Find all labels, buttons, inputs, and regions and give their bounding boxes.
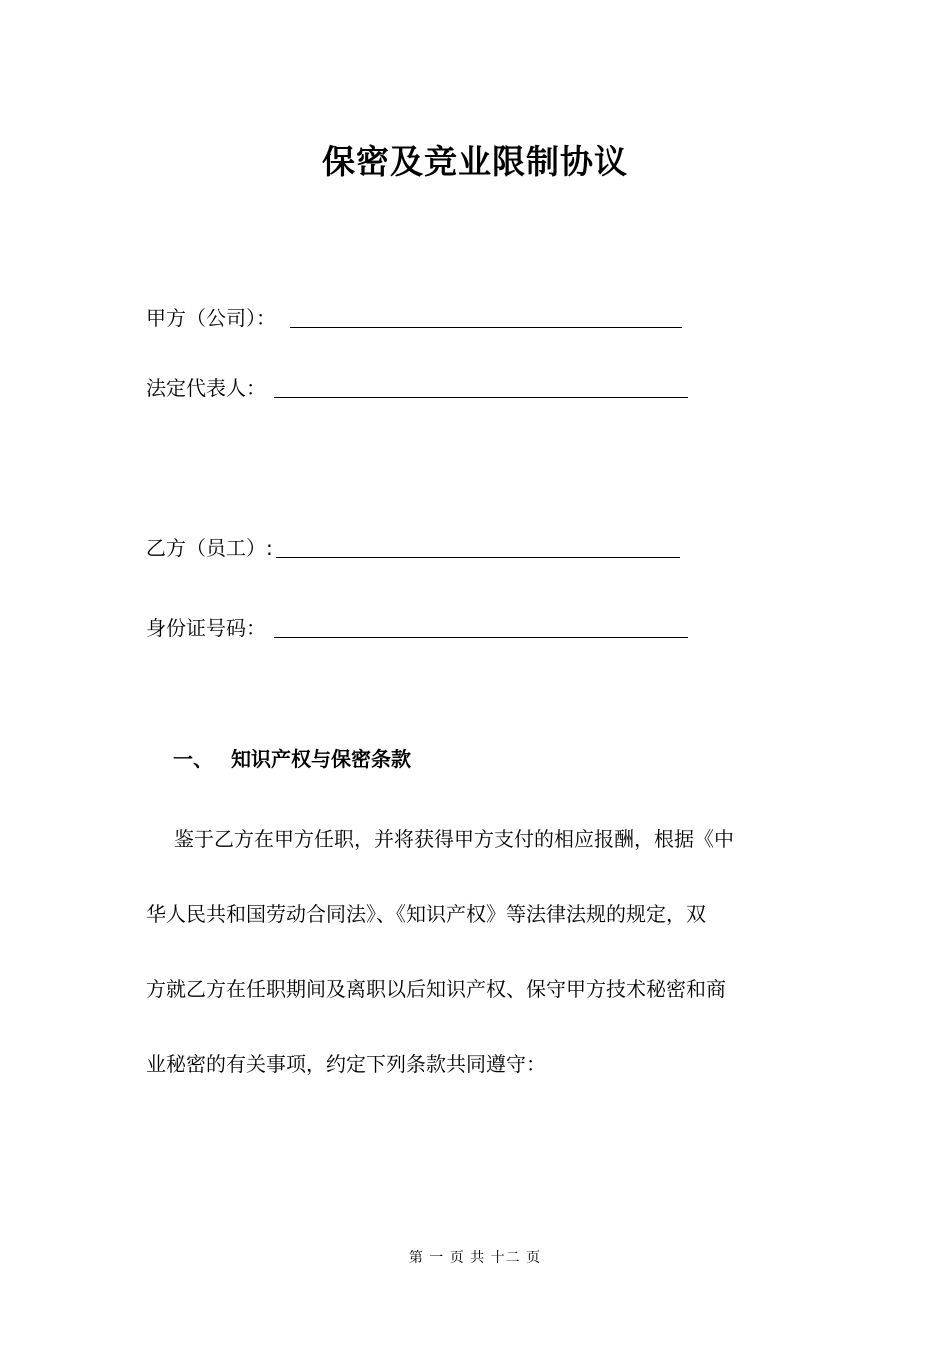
id-number-field [146, 610, 688, 640]
party-b-employee-field [146, 530, 680, 560]
party-a-company-label: 甲方（公司）： [146, 306, 276, 330]
section-heading [173, 744, 411, 774]
legal-representative-blank [274, 375, 688, 398]
party-a-company-blank [290, 305, 682, 328]
paragraph-line: 业秘密的有关事项，约定下列条款共同遵守： [146, 1052, 546, 1076]
party-b-employee-label: 乙方（员工）: [146, 536, 273, 560]
id-number-blank [274, 615, 688, 638]
page-footer: 第 一 页 共 十二 页 [408, 1250, 542, 1266]
paragraph-line: 鉴于乙方在甲方任职，并将获得甲方支付的相应报酬，根据《中 [174, 827, 734, 851]
paragraph-line: 方就乙方在任职期间及离职以后知识产权、保守甲方技术秘密和商 [146, 977, 726, 1001]
paragraph-line: 华人民共和国劳动合同法》、《知识产权》等法律法规的规定，双 [146, 902, 706, 926]
party-a-company-field [146, 300, 682, 330]
document-title: 保密及竞业限制协议 [322, 142, 628, 181]
id-number-label: 身份证号码： [146, 616, 266, 640]
legal-representative-label: 法定代表人： [146, 376, 266, 400]
party-b-employee-blank [276, 535, 680, 558]
legal-representative-field [146, 370, 688, 400]
section-title: 知识产权与保密条款 [231, 747, 411, 771]
section-number: 一、 [173, 747, 213, 771]
